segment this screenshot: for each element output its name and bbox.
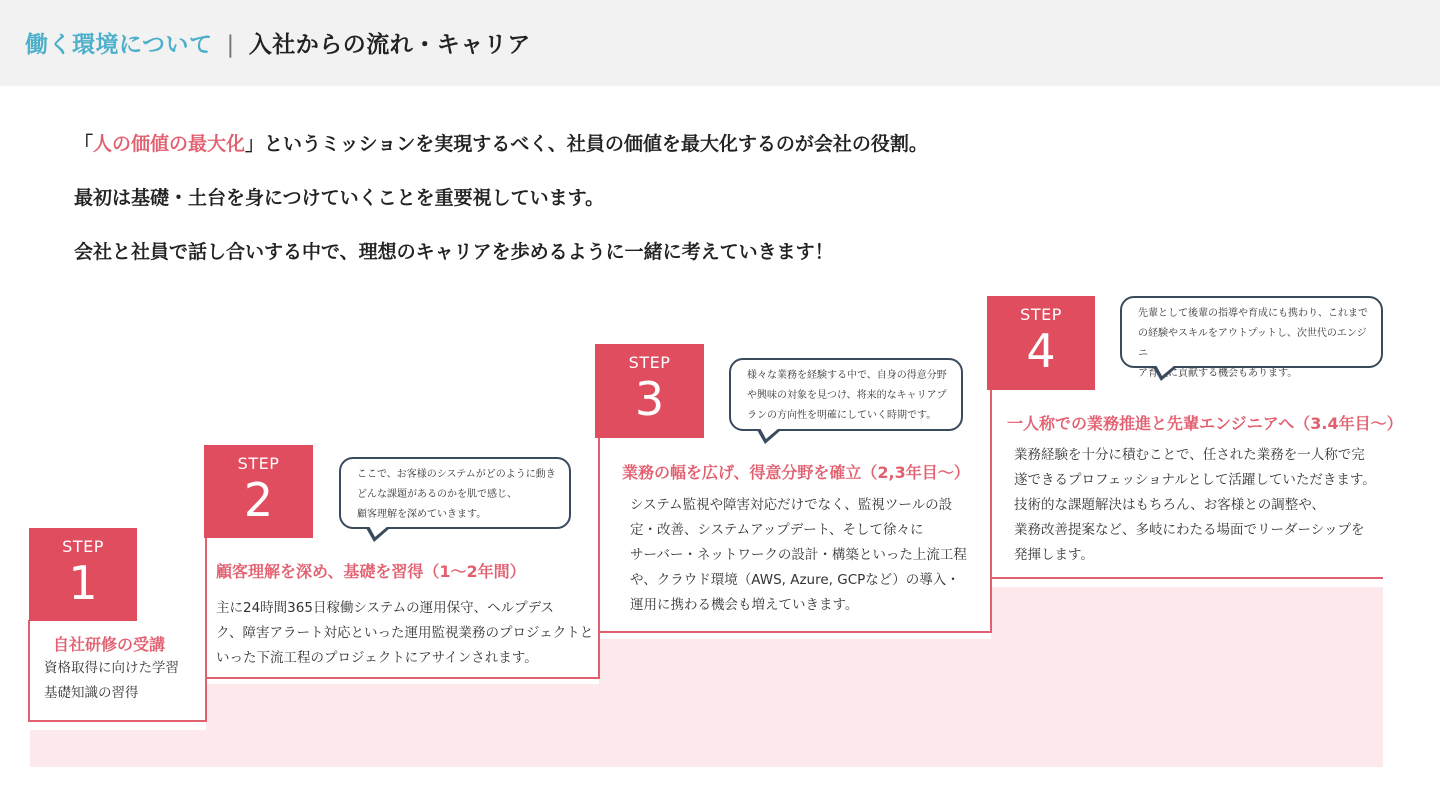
step-4-desc-line: 遂できるプロフェッショナルとして活躍していただきます。 xyxy=(1014,472,1376,488)
intro-line-1 xyxy=(74,129,928,156)
step-4-desc-line: 発揮します。 xyxy=(1014,547,1094,563)
step-4-number: 4 xyxy=(1026,324,1056,378)
step-4-speech-bubble xyxy=(1120,296,1383,379)
step-3-desc xyxy=(630,493,985,618)
header-separator: | xyxy=(226,32,235,58)
step-2-desc-line: ク、障害アラート対応といった運用監視業務のプロジェクトと xyxy=(216,625,594,641)
step-3-desc-line: や、クラウド環境（AWS, Azure, GCPなど）の導入・ xyxy=(630,572,960,588)
step-1-badge xyxy=(29,528,137,621)
step-2-speech-bubble xyxy=(339,457,571,529)
section-name: 働く環境について xyxy=(25,32,213,58)
step-2-desc-line: いった下流工程のプロジェクトにアサインされます。 xyxy=(216,650,538,666)
step-3-title: 業務の幅を広げ、得意分野を確立（2,3年目〜） xyxy=(622,463,970,482)
step-3-bubble-line: や興味の対象を見つけ、将来的なキャリアプ xyxy=(747,390,947,401)
intro-line-3: 会社と社員で話し合いする中で、理想のキャリアを歩めるように一緒に考えていきます！ xyxy=(74,241,834,263)
step-3-bubble-tail-fill xyxy=(760,428,779,439)
intro-line-2: 最初は基礎・土台を身につけていくことを重要視しています。 xyxy=(74,187,605,209)
band-step-4 xyxy=(991,587,1383,767)
step-3-number: 3 xyxy=(634,372,665,426)
step-3-bubble-line: ランの方向性を明確にしていく時期です。 xyxy=(747,410,937,421)
step-2-desc xyxy=(216,596,596,671)
step-4-desc-line: 技術的な課題解決はもちろん、お客様との調整や、 xyxy=(1014,497,1326,513)
step-2-bubble-line: ここで、お客様のシステムがどのように動き xyxy=(357,469,556,480)
step-3-label: STEP xyxy=(628,353,671,372)
step-4-desc xyxy=(1014,443,1382,568)
step-4-desc-line: 業務改善提案など、多岐にわたる場面でリーダーシップを xyxy=(1014,522,1365,538)
step-3-desc-line: システム監視や障害対応だけでなく、監視ツールの設 xyxy=(630,497,953,513)
intro-quote-open: 「 xyxy=(74,133,94,155)
step-2-label: STEP xyxy=(237,454,280,473)
mission-highlight: 人の価値の最大化 xyxy=(93,133,246,155)
step-2-bubble-tail-fill xyxy=(369,526,388,537)
page-title: 入社からの流れ・キャリア xyxy=(248,32,531,58)
band-step-2 xyxy=(206,684,599,767)
step-1-number: 1 xyxy=(68,556,98,610)
step-2-badge xyxy=(204,445,313,538)
step-2-bubble-line: 顧客理解を深めていきます。 xyxy=(357,509,487,520)
step-4-bubble-line: ア育成に貢献する機会もあります。 xyxy=(1138,368,1298,379)
step-2-title: 顧客理解を深め、基礎を習得（1〜2年間） xyxy=(216,562,526,581)
step-1-desc xyxy=(44,656,204,706)
step-1-desc-line: 基礎知識の習得 xyxy=(44,685,139,701)
band-step-3 xyxy=(599,639,991,767)
step-2-number: 2 xyxy=(243,473,274,527)
step-3-bubble-line: 様々な業務を経験する中で、自身の得意分野 xyxy=(747,370,947,381)
step-4-badge xyxy=(987,296,1095,390)
step-4-bubble-line: 先輩として後輩の指導や育成にも携わり、これまで xyxy=(1138,308,1368,319)
step-2-bubble-line: どんな課題があるのかを肌で感じ、 xyxy=(357,489,517,500)
band-step-1 xyxy=(30,730,206,767)
step-3-desc-line: サーバー・ネットワークの設計・構築といった上流工程 xyxy=(630,547,967,563)
step-4-desc-line: 業務経験を十分に積むことで、任された業務を一人称で完 xyxy=(1014,447,1365,463)
step-4-label: STEP xyxy=(1020,305,1062,324)
step-4-bubble-tail-fill xyxy=(1156,365,1175,376)
step-4-bubble-line: の経験やスキルをアウトプットし、次世代のエンジニ xyxy=(1138,328,1367,359)
step-3-badge xyxy=(595,344,704,438)
step-2-desc-line: 主に24時間365日稼働システムの運用保守、ヘルプデス xyxy=(216,600,555,616)
page-header xyxy=(0,0,1440,86)
step-3-desc-line: 定・改善、システムアップデート、そして徐々に xyxy=(630,522,924,538)
stair-line-4 xyxy=(990,577,1383,579)
step-4-title: 一人称での業務推進と先輩エンジニアへ（3.4年目〜） xyxy=(1007,414,1403,433)
step-1-desc-line: 資格取得に向けた学習 xyxy=(44,660,179,676)
step-1-title: 自社研修の受講 xyxy=(53,635,166,654)
step-1-label: STEP xyxy=(62,537,104,556)
step-3-desc-line: 運用に携わる機会も増えていきます。 xyxy=(630,597,859,613)
stair-edge-4 xyxy=(990,389,992,579)
header-title xyxy=(25,26,531,59)
intro-line-1-rest: 」というミッションを実現するべく、社員の価値を最大化するのが会社の役割。 xyxy=(245,133,928,155)
step-3-speech-bubble xyxy=(729,358,963,431)
